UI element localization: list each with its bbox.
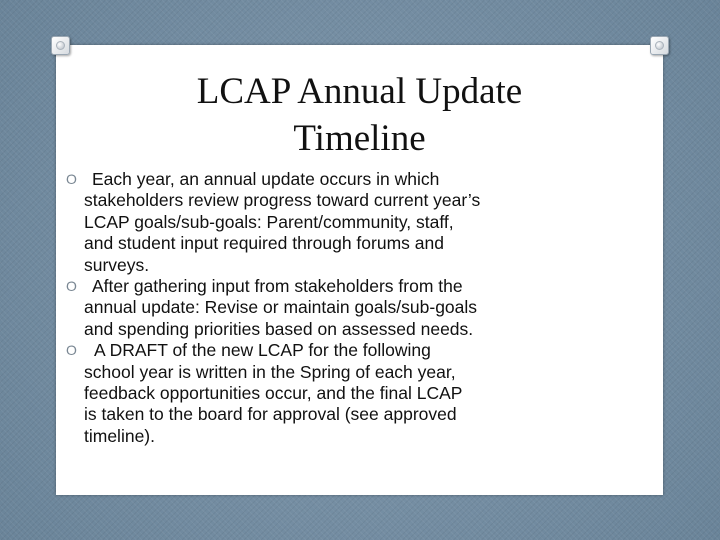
bullet-marker-icon: O [66, 278, 77, 295]
bullet-list [66, 169, 626, 447]
bullet-line: Each year, an annual update occurs in which [92, 169, 440, 189]
bullet-line: annual update: Revise or maintain goals/sub-goals [84, 297, 478, 318]
thumbtack-icon [51, 36, 70, 55]
bullet-item [66, 169, 626, 276]
bullet-item [66, 340, 626, 447]
slide-title [56, 68, 663, 162]
bullet-line: surveys. [84, 254, 150, 275]
bullet-line: stakeholders review progress toward current year’s [84, 190, 481, 211]
bullet-line: school year is written in the Spring of each year, [84, 361, 456, 382]
bullet-line: feedback opportunities occur, and the final LCAP [84, 383, 463, 404]
bullet-marker-icon: O [66, 171, 77, 187]
bullet-line: and spending priorities based on assessed needs. [84, 318, 474, 339]
bullet-line: After gathering input from stakeholders from the [92, 276, 463, 297]
bullet-line: timeline). [84, 425, 155, 446]
bullet-line: A DRAFT of the new LCAP for the following [94, 340, 431, 361]
title-line: Timeline [293, 118, 426, 159]
bullet-marker-icon: O [66, 342, 77, 359]
title-line: LCAP Annual Update [196, 71, 523, 112]
bullet-line: LCAP goals/sub-goals: Parent/community, staff, [84, 211, 454, 232]
bullet-item [66, 276, 626, 340]
thumbtack-icon [650, 36, 669, 55]
bullet-line: is taken to the board for approval (see approved [84, 404, 457, 425]
bullet-line: and student input required through forums and [84, 233, 444, 254]
